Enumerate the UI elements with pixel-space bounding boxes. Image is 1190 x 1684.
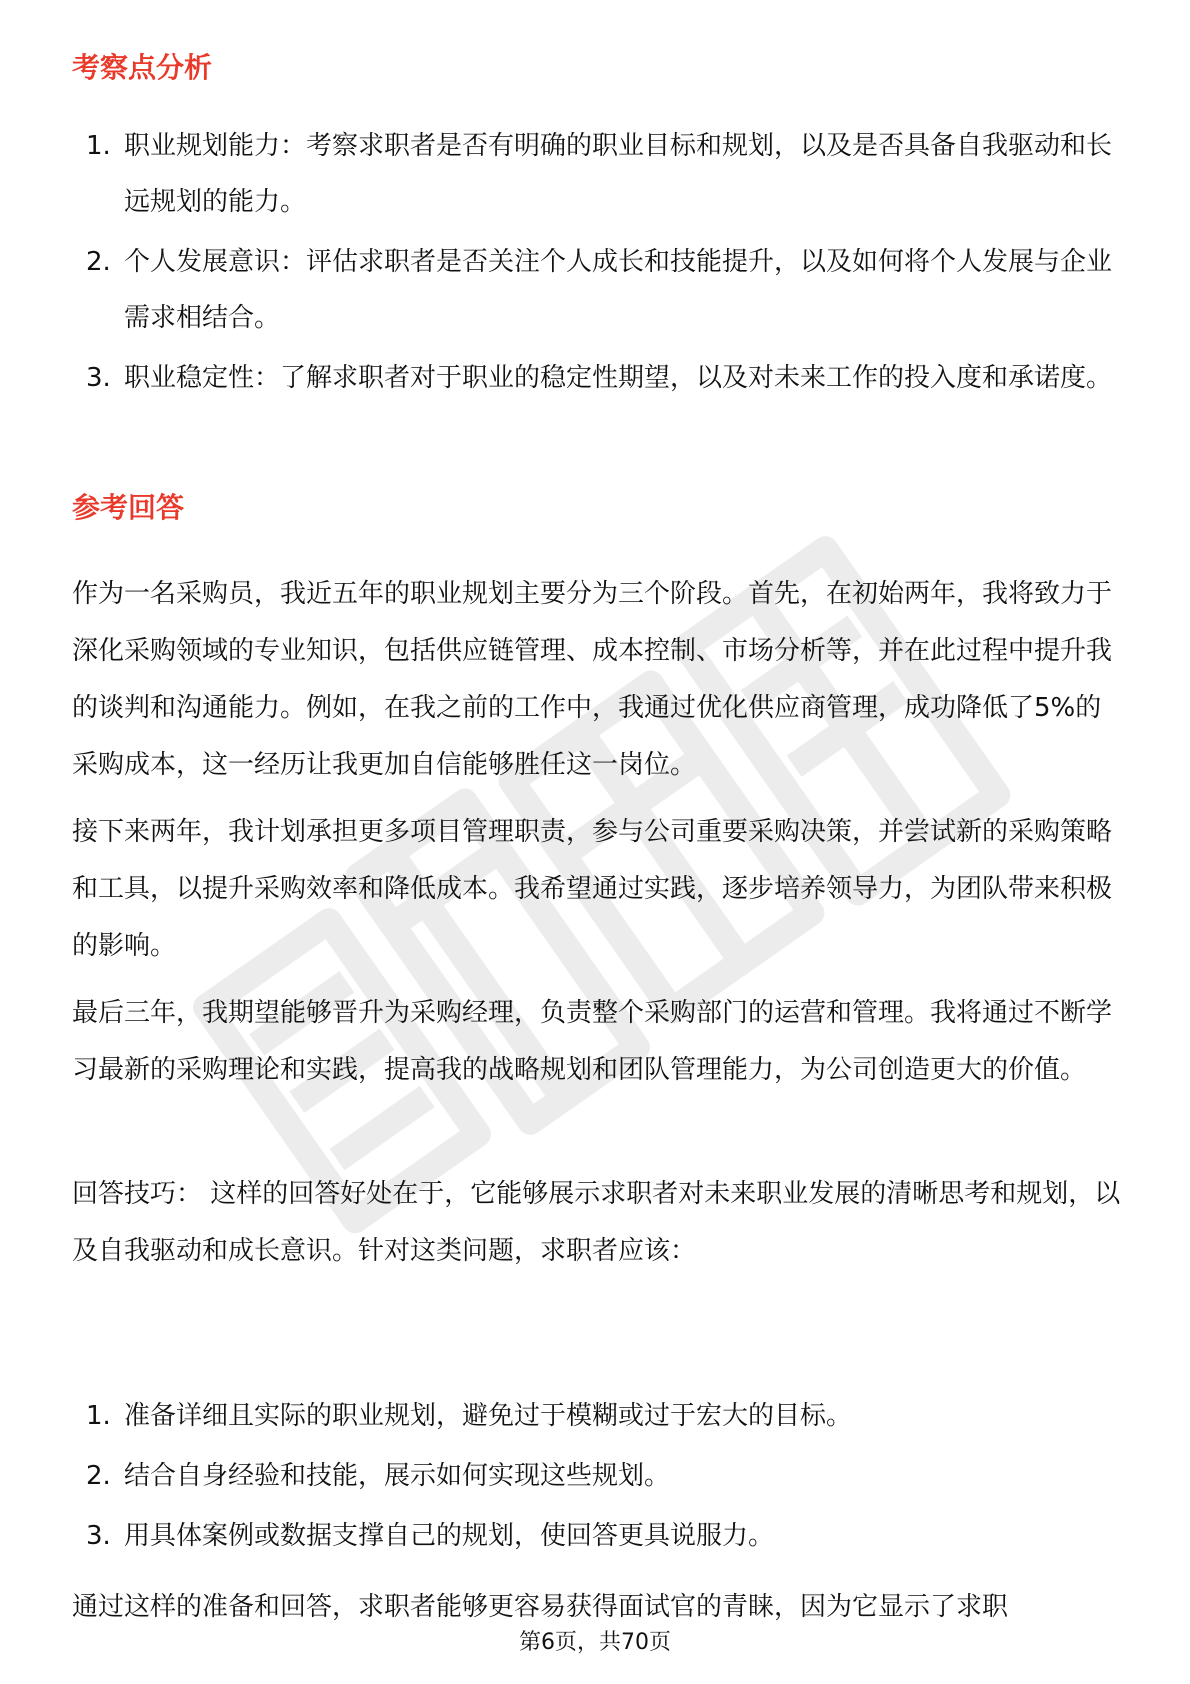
- analysis-points-list: [72, 118, 1122, 410]
- list-item: [72, 1448, 1122, 1504]
- list-item-text: 用具体案例或数据支撑自己的规划，使回答更具说服力。: [124, 1521, 775, 1551]
- list-item: [72, 1388, 1122, 1444]
- list-item-text: 准备详细且实际的职业规划，避免过于模糊或过于宏大的目标。: [124, 1401, 853, 1431]
- list-item-text: 结合自身经验和技能，展示如何实现这些规划。: [124, 1461, 671, 1491]
- answer-section-title: 参考回答: [72, 491, 185, 524]
- list-item-number: 3.: [86, 1521, 111, 1551]
- list-item-number: 1.: [86, 1401, 111, 1431]
- answer-tips-paragraph: 回答技巧： 这样的回答好处在于，它能够展示求职者对未来职业发展的清晰思考和规划，以及自我驱动和成长意识。针对这类问题，求职者应该：: [72, 1179, 1121, 1266]
- list-item-number: 1.: [86, 131, 111, 161]
- list-item: [72, 1508, 1122, 1564]
- tips-list: [72, 1388, 1122, 1568]
- list-item-text: 个人发展意识：评估求职者是否关注个人成长和技能提升，以及如何将个人发展与企业需求相结合。: [124, 247, 1113, 333]
- list-item: [72, 234, 1122, 346]
- list-item-text: 职业稳定性：了解求职者对于职业的稳定性期望，以及对未来工作的投入度和承诺度。: [124, 363, 1113, 393]
- answer-paragraph-2: 接下来两年，我计划承担更多项目管理职责，参与公司重要采购决策，并尝试新的采购策略和工具，以提升采购效率和降低成本。我希望通过实践，逐步培养领导力，为团队带来积极的影响。: [72, 817, 1113, 961]
- answer-paragraph-3: 最后三年，我期望能够晋升为采购经理，负责整个采购部门的运营和管理。我将通过不断学习最新的采购理论和实践，提高我的战略规划和团队管理能力，为公司创造更大的价值。: [72, 998, 1113, 1085]
- list-item: [72, 350, 1122, 406]
- answer-paragraph-1: 作为一名采购员，我近五年的职业规划主要分为三个阶段。首先，在初始两年，我将致力于深化采购领域的专业知识，包括供应链管理、成本控制、市场分析等，并在此过程中提升我的谈判和沟通能力。例如，在我之前的工作中，我通过优化供应商管理，成功降低了5%的采购成本，这一经历让我更加自信能够胜任这一岗位。: [72, 579, 1113, 780]
- list-item-text: 职业规划能力：考察求职者是否有明确的职业目标和规划，以及是否具备自我驱动和长远规划的能力。: [124, 131, 1113, 217]
- list-item-number: 2.: [86, 247, 111, 277]
- list-item: [72, 118, 1122, 230]
- list-item-number: 2.: [86, 1461, 111, 1491]
- closing-paragraph: 通过这样的准备和回答，求职者能够更容易获得面试官的青睐，因为它显示了求职: [72, 1592, 1009, 1622]
- page-number-footer: 第6页，共70页: [519, 1630, 671, 1655]
- list-item-number: 3.: [86, 363, 111, 393]
- analysis-section-title: 考察点分析: [72, 51, 213, 84]
